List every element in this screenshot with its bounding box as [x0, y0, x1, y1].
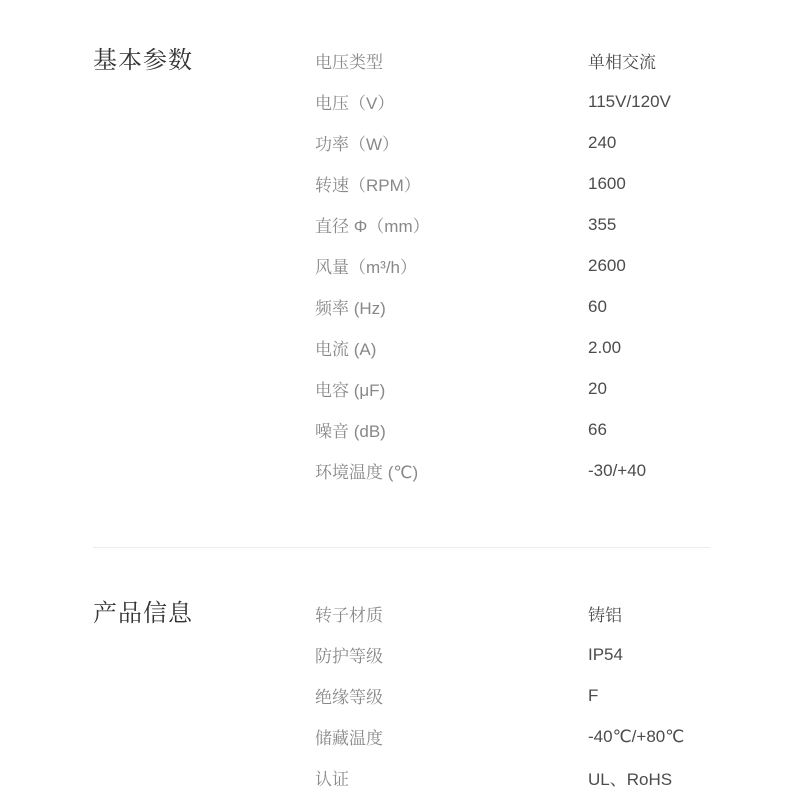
- spec-value: 铸铝: [588, 606, 622, 625]
- spec-rows-product-info: [315, 593, 710, 798]
- spec-label: 储藏温度: [315, 729, 383, 748]
- spec-rows-basic: [315, 40, 710, 491]
- spec-row-current: [315, 327, 710, 368]
- spec-label: 频率 (Hz): [315, 299, 386, 318]
- section-product-info: [93, 593, 710, 798]
- spec-value: 66: [588, 419, 607, 439]
- spec-row-airflow: [315, 245, 710, 286]
- spec-row-certification: [315, 757, 710, 798]
- spec-value: 1600: [588, 173, 626, 193]
- spec-value: -40℃/+80℃: [588, 726, 685, 746]
- spec-value: 20: [588, 378, 607, 398]
- spec-value: 240: [588, 132, 617, 152]
- spec-value: -30/+40: [588, 460, 647, 480]
- spec-value: 115V/120V: [588, 91, 671, 111]
- spec-value: IP54: [588, 644, 623, 664]
- spec-label: 绝缘等级: [315, 688, 383, 707]
- spec-label: 电流 (A): [315, 340, 377, 359]
- spec-row-speed: [315, 163, 710, 204]
- spec-value: 2.00: [588, 337, 622, 357]
- spec-row-diameter: [315, 204, 710, 245]
- spec-label: 电容 (μF): [315, 381, 386, 400]
- spec-label: 直径 Φ（mm）: [315, 217, 430, 236]
- spec-value: 60: [588, 296, 607, 316]
- spec-row-voltage-type: [315, 40, 710, 81]
- spec-label: 电压类型: [315, 53, 383, 72]
- spec-value: 355: [588, 214, 617, 234]
- spec-value: UL、RoHS: [588, 770, 673, 789]
- spec-label: 转速（RPM）: [315, 176, 421, 195]
- spec-row-storage-temperature: [315, 716, 710, 757]
- spec-row-protection-rating: [315, 634, 710, 675]
- spec-label: 防护等级: [315, 647, 383, 666]
- spec-value: F: [588, 685, 599, 705]
- spec-row-ambient-temperature: [315, 450, 710, 491]
- spec-row-frequency: [315, 286, 710, 327]
- spec-label: 噪音 (dB): [315, 422, 386, 441]
- spec-label: 认证: [315, 770, 349, 789]
- spec-row-capacitance: [315, 368, 710, 409]
- spec-label: 电压（V）: [315, 94, 395, 113]
- spec-label: 转子材质: [315, 606, 383, 625]
- section-divider: [93, 547, 710, 548]
- spec-label: 环境温度 (℃): [315, 463, 419, 482]
- section-basic-parameters: [93, 40, 710, 491]
- spec-label: 功率（W）: [315, 135, 400, 154]
- section-title-basic-parameters: 基本参数: [93, 47, 193, 74]
- spec-label: 风量（m³/h）: [315, 258, 417, 277]
- spec-row-insulation-class: [315, 675, 710, 716]
- spec-row-power: [315, 122, 710, 163]
- spec-value: 2600: [588, 255, 626, 275]
- spec-row-voltage: [315, 81, 710, 122]
- spec-value: 单相交流: [588, 53, 656, 72]
- spec-row-rotor-material: [315, 593, 710, 634]
- section-title-product-info: 产品信息: [93, 600, 193, 627]
- spec-row-noise: [315, 409, 710, 450]
